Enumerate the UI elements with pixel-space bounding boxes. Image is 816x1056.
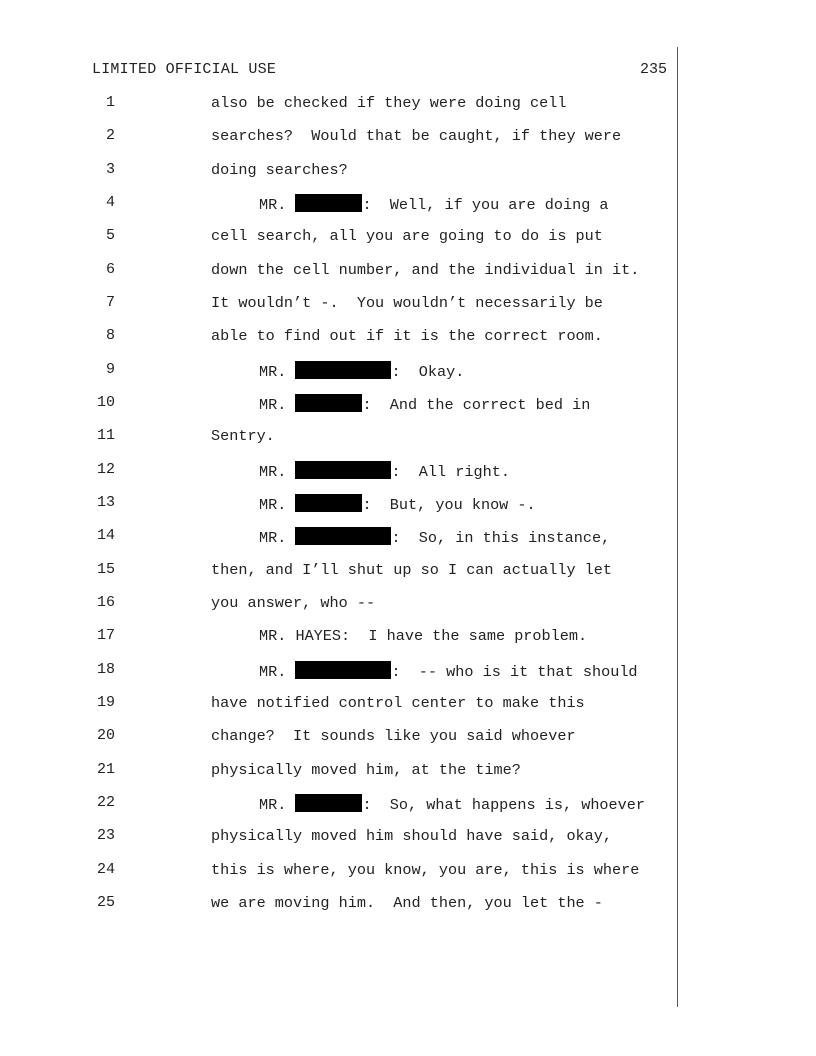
transcript-line [0,493,700,526]
speaker-line [259,794,645,814]
line-text: you answer, who -- [211,593,376,612]
line-text: : -- who is it that should [391,662,638,681]
speaker-title: MR. [259,195,287,214]
transcript-line [0,760,700,793]
line-text: : And the correct bed in [362,395,591,414]
transcript-line [0,626,700,659]
line-number: 7 [105,293,115,311]
redaction-box [295,194,362,212]
line-text: : Okay. [391,362,465,381]
line-number: 21 [96,760,115,778]
transcript-line [0,893,700,926]
redaction-box [295,794,362,812]
line-text: Sentry. [211,427,275,446]
line-text: change? It sounds like you said whoever [211,727,576,746]
line-text: searches? Would that be caught, if they were [211,127,622,146]
transcript-line [0,326,700,359]
line-text: also be checked if they were doing cell [211,94,567,112]
speaker-title: MR. [259,529,287,548]
transcript-line [0,560,700,593]
transcript-line [0,593,700,626]
line-text: this is where, you know, you are, this is where [211,860,640,879]
speaker-title: MR. [259,495,287,514]
transcript-body [0,93,700,926]
line-text: physically moved him, at the time? [211,760,521,779]
line-text: : So, what happens is, whoever [362,795,646,814]
line-number: 5 [105,227,115,245]
line-number: 12 [96,460,115,478]
line-text: : All right. [391,462,510,481]
line-text: physically moved him should have said, okay, [211,827,613,846]
line-text: It wouldn’t -. You wouldn’t necessarily be [211,293,603,312]
transcript-line [0,260,700,293]
line-number: 23 [96,827,115,845]
redaction-box [295,361,391,379]
transcript-line [0,660,700,693]
redaction-box [295,527,391,545]
speaker-title: MR. [259,662,287,681]
transcript-line [0,193,700,226]
speaker-line [259,194,609,214]
line-text: : So, in this instance, [391,529,611,548]
line-number: 8 [105,327,115,345]
line-number: 14 [96,527,115,545]
transcript-line [0,693,700,726]
line-number: 3 [105,160,115,178]
line-number: 25 [96,893,115,911]
transcript-line [0,726,700,759]
line-number: 10 [96,393,115,411]
line-text: able to find out if it is the correct room. [211,327,603,346]
transcript-line [0,226,700,259]
line-text: cell search, all you are going to do is put [211,227,603,246]
transcript-line [0,426,700,459]
line-text: doing searches? [211,160,348,179]
transcript-line [0,160,700,193]
line-number: 2 [105,127,115,145]
speaker-line [259,494,536,514]
transcript-line [0,826,700,859]
line-number: 11 [96,427,115,445]
line-number: 19 [96,693,115,711]
transcript-line [0,793,700,826]
line-number: 9 [105,360,115,378]
line-text: : Well, if you are doing a [362,195,609,214]
transcript-line [0,860,700,893]
line-number: 1 [105,94,115,111]
line-number: 13 [96,493,115,511]
line-number: 15 [96,560,115,578]
speaker-title: MR. [259,462,287,481]
speaker-title: MR. [259,362,287,381]
classification-header: LIMITED OFFICIAL USE [92,61,277,78]
line-number: 16 [96,593,115,611]
line-text: : But, you know -. [362,495,536,514]
line-number: 22 [96,793,115,811]
line-text: down the cell number, and the individual in it. [211,260,640,279]
line-number: 17 [96,627,115,645]
line-number: 20 [96,727,115,745]
transcript-line [0,393,700,426]
line-text: MR. HAYES: I have the same problem. [259,627,588,646]
speaker-line [259,661,638,681]
speaker-line [259,361,464,381]
line-number: 6 [105,260,115,278]
transcript-line [0,526,700,559]
transcript-line [0,126,700,159]
speaker-title: MR. [259,795,287,814]
transcript-line [0,93,700,126]
speaker-line [259,461,510,481]
line-number: 4 [105,193,115,211]
line-number: 24 [96,860,115,878]
speaker-title: MR. [259,395,287,414]
transcript-line [0,360,700,393]
line-text: then, and I’ll shut up so I can actually let [211,560,613,579]
line-text: we are moving him. And then, you let the - [211,893,603,912]
line-text: have notified control center to make this [211,693,585,712]
page-number: 235 [639,61,667,78]
transcript-line [0,293,700,326]
redaction-box [295,461,391,479]
line-number: 18 [96,660,115,678]
transcript-line [0,460,700,493]
speaker-line [259,394,590,414]
redaction-box [295,494,362,512]
redaction-box [295,661,391,679]
speaker-line [259,527,610,547]
redaction-box [295,394,362,412]
